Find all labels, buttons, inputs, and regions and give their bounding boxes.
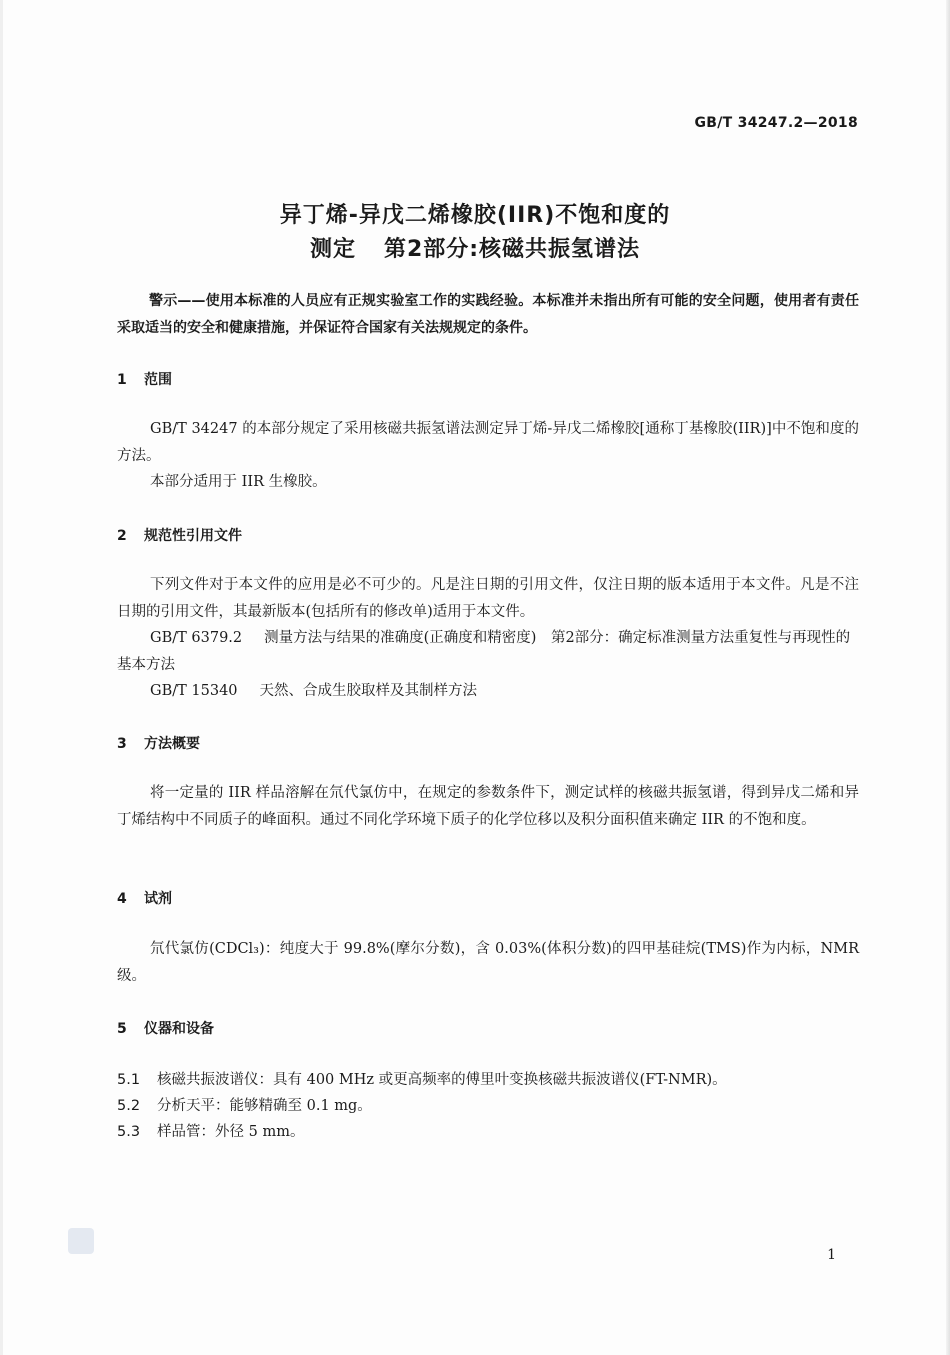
reference-title: 天然、合成生胶取样及其制样方法 xyxy=(259,683,478,699)
title-line-1: 异丁烯-异戊二烯橡胶(IIR)不饱和度的 xyxy=(279,203,671,228)
equipment-item-1 xyxy=(117,1067,859,1093)
section-title: 方法概要 xyxy=(144,736,200,752)
section-4-heading xyxy=(117,888,172,908)
item-text: 分析天平：能够精确至 0.1 mg。 xyxy=(157,1098,372,1114)
watermark-logo xyxy=(68,1228,94,1254)
section-4-paragraph-1: 氘代氯仿(CDCl₃)：纯度大于 99.8%(摩尔分数)，含 0.03%(体积分数)的四甲基硅烷(TMS)作为内标，NMR 级。 xyxy=(117,941,859,984)
section-number: 5 xyxy=(117,1021,127,1037)
section-number: 2 xyxy=(117,528,127,544)
item-number: 5.2 xyxy=(117,1098,141,1114)
section-1-paragraph-2: 本部分适用于 IIR 生橡胶。 xyxy=(150,474,327,490)
section-number: 1 xyxy=(117,372,127,388)
section-title: 规范性引用文件 xyxy=(144,528,242,544)
page-number: 1 xyxy=(827,1247,836,1263)
normative-reference-1 xyxy=(117,625,859,678)
section-1-heading xyxy=(117,369,172,389)
document-code: GB/T 34247.2—2018 xyxy=(694,115,858,131)
section-2-paragraph-1: 下列文件对于本文件的应用是必不可少的。凡是注日期的引用文件，仅注日期的版本适用于本文件。凡是不注日期的引用文件，其最新版本(包括所有的修改单)适用于本文件。 xyxy=(117,577,859,620)
section-number: 3 xyxy=(117,736,127,752)
reference-title: 测量方法与结果的准确度(正确度和精密度) 第2部分：确定标准测量方法重复性与再现性的基本方法 xyxy=(117,630,851,673)
safety-warning: 警示——使用本标准的人员应有正规实验室工作的实践经验。本标准并未指出所有可能的安全问题，使用者有责任采取适当的安全和健康措施，并保证符合国家有关法规规定的条件。 xyxy=(117,293,859,336)
item-text: 核磁共振波谱仪：具有 400 MHz 或更高频率的傅里叶变换核磁共振波谱仪(FT-NMR)。 xyxy=(157,1072,727,1088)
section-3-heading xyxy=(117,733,200,753)
item-number: 5.3 xyxy=(117,1124,141,1140)
item-number: 5.1 xyxy=(117,1072,141,1088)
equipment-item-2 xyxy=(117,1093,859,1119)
title-line-2-part-2: 第2部分:核磁共振氢谱法 xyxy=(383,237,641,262)
section-number: 4 xyxy=(117,891,127,907)
section-2-heading xyxy=(117,525,242,545)
normative-reference-2 xyxy=(117,678,859,705)
equipment-item-3 xyxy=(117,1119,859,1145)
reference-code: GB/T 6379.2 xyxy=(150,630,243,646)
reference-code: GB/T 15340 xyxy=(150,683,238,699)
section-title: 范围 xyxy=(144,372,172,388)
section-title: 仪器和设备 xyxy=(144,1021,214,1037)
title-line-2-part-1: 测定 xyxy=(309,237,356,262)
section-title: 试剂 xyxy=(144,891,172,907)
item-text: 样品管：外径 5 mm。 xyxy=(157,1124,305,1140)
section-1-paragraph-1: GB/T 34247 的本部分规定了采用核磁共振氢谱法测定异丁烯-异戊二烯橡胶[通称丁基橡胶(IIR)]中不饱和度的方法。 xyxy=(117,421,859,464)
section-5-heading xyxy=(117,1018,214,1038)
title-line-2 xyxy=(0,232,950,263)
section-3-paragraph-1: 将一定量的 IIR 样品溶解在氘代氯仿中，在规定的参数条件下，测定试样的核磁共振氢谱，得到异戊二烯和异丁烯结构中不同质子的峰面积。通过不同化学环境下质子的化学位移以及积分面积值来确定 IIR 的不饱和度。 xyxy=(117,785,859,828)
